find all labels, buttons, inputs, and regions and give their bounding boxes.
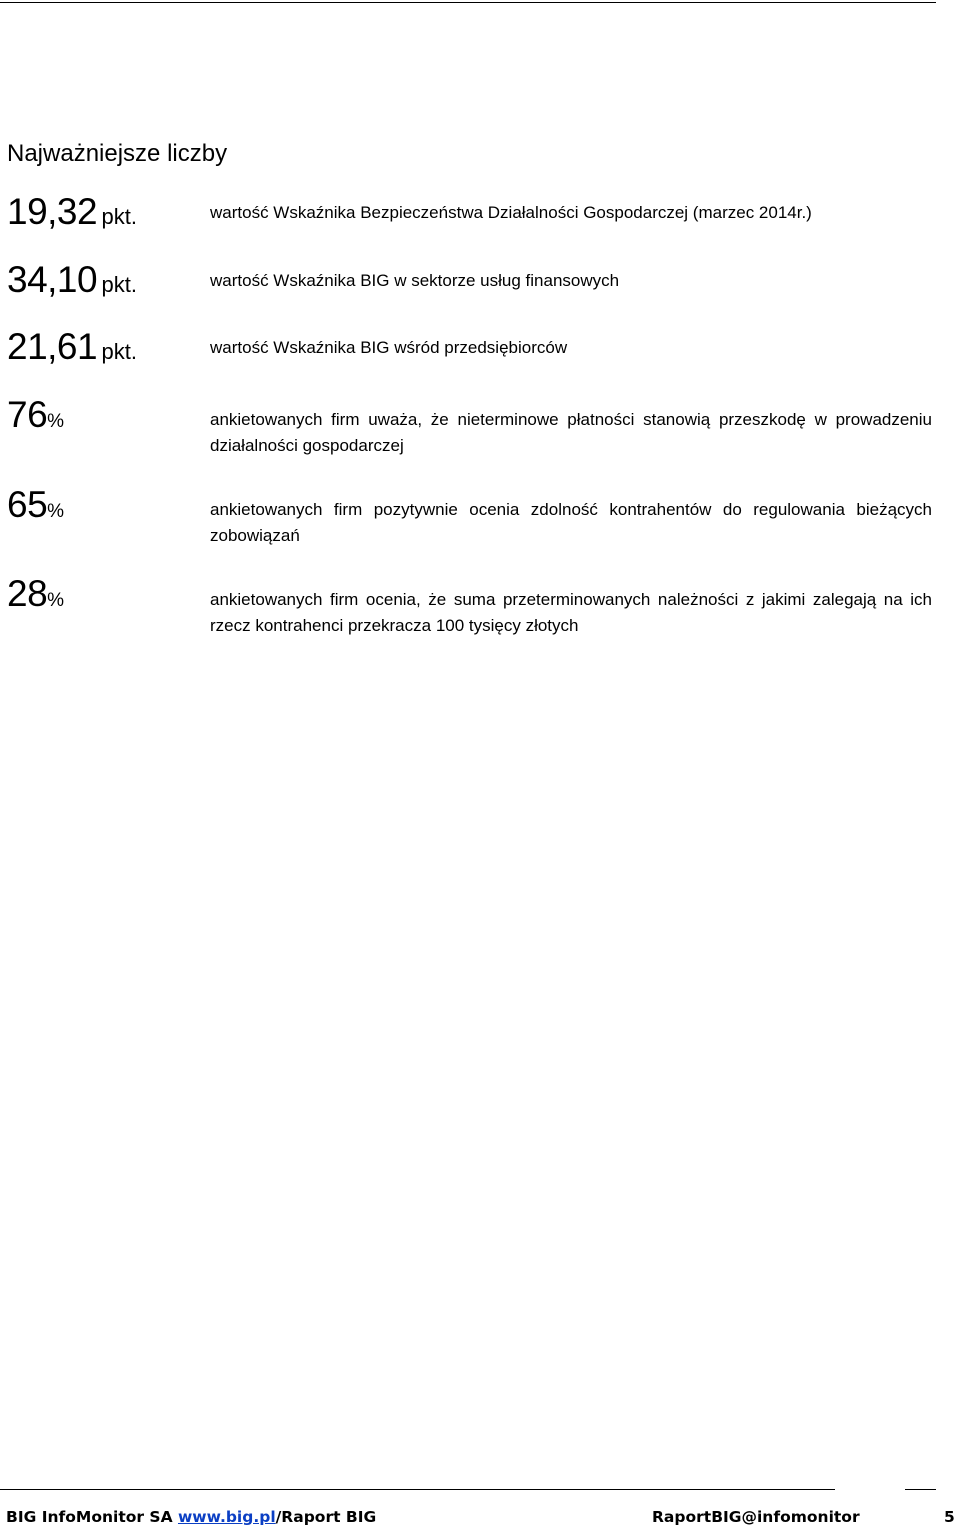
stat-value <box>7 574 64 622</box>
stat-description: ankietowanych firm ocenia, że suma przeterminowanych należności z jakimi zalegają na ich rzecz kontrahenci przekracza 100 tysięcy złotych <box>210 590 932 635</box>
footer-left <box>6 1507 376 1527</box>
stat-description: ankietowanych firm uważa, że nieterminowe płatności stanowią przeszkodę w prowadzeniu działalności gospodarczej <box>210 410 932 455</box>
stat-description: ankietowanych firm pozytywnie ocenia zdolność kontrahentów do regulowania bieżących zobowiązań <box>210 500 932 545</box>
footer-link[interactable]: www.big.pl <box>177 1508 276 1526</box>
stat-number: 21,61 <box>7 326 98 367</box>
top-divider <box>0 2 936 3</box>
footer-company: BIG InfoMonitor SA <box>6 1508 173 1526</box>
stat-number: 65 <box>7 484 48 525</box>
stat-value <box>7 485 64 533</box>
stat-description: wartość Wskaźnika BIG wśród przedsiębiorców <box>210 338 568 357</box>
stat-unit: % <box>47 501 65 522</box>
stat-value <box>7 260 137 308</box>
footer-link-suffix: /Raport BIG <box>275 1508 377 1526</box>
stat-value <box>7 192 137 240</box>
stat-unit: pkt. <box>101 339 138 364</box>
section-title: Najważniejsze liczby <box>7 140 228 167</box>
stat-unit: pkt. <box>101 272 138 297</box>
stat-unit: % <box>47 411 65 432</box>
stat-description: wartość Wskaźnika BIG w sektorze usług finansowych <box>210 271 620 290</box>
stat-description: wartość Wskaźnika Bezpieczeństwa Działalności Gospodarczej (marzec 2014r.) <box>210 203 812 222</box>
stat-number: 34,10 <box>7 259 98 300</box>
stat-unit: pkt. <box>101 204 138 229</box>
stat-number: 19,32 <box>7 191 98 232</box>
footer-email-text: RaportBIG@infomonitor <box>652 1508 860 1526</box>
footer-divider <box>0 1489 835 1490</box>
stat-unit: % <box>47 590 65 611</box>
stat-number: 76 <box>7 394 48 435</box>
footer-divider-short <box>905 1489 936 1490</box>
stat-value <box>7 395 64 443</box>
footer-email <box>652 1507 860 1529</box>
page-number: 5 <box>944 1508 955 1526</box>
stat-number: 28 <box>7 573 48 614</box>
stat-value <box>7 327 137 375</box>
